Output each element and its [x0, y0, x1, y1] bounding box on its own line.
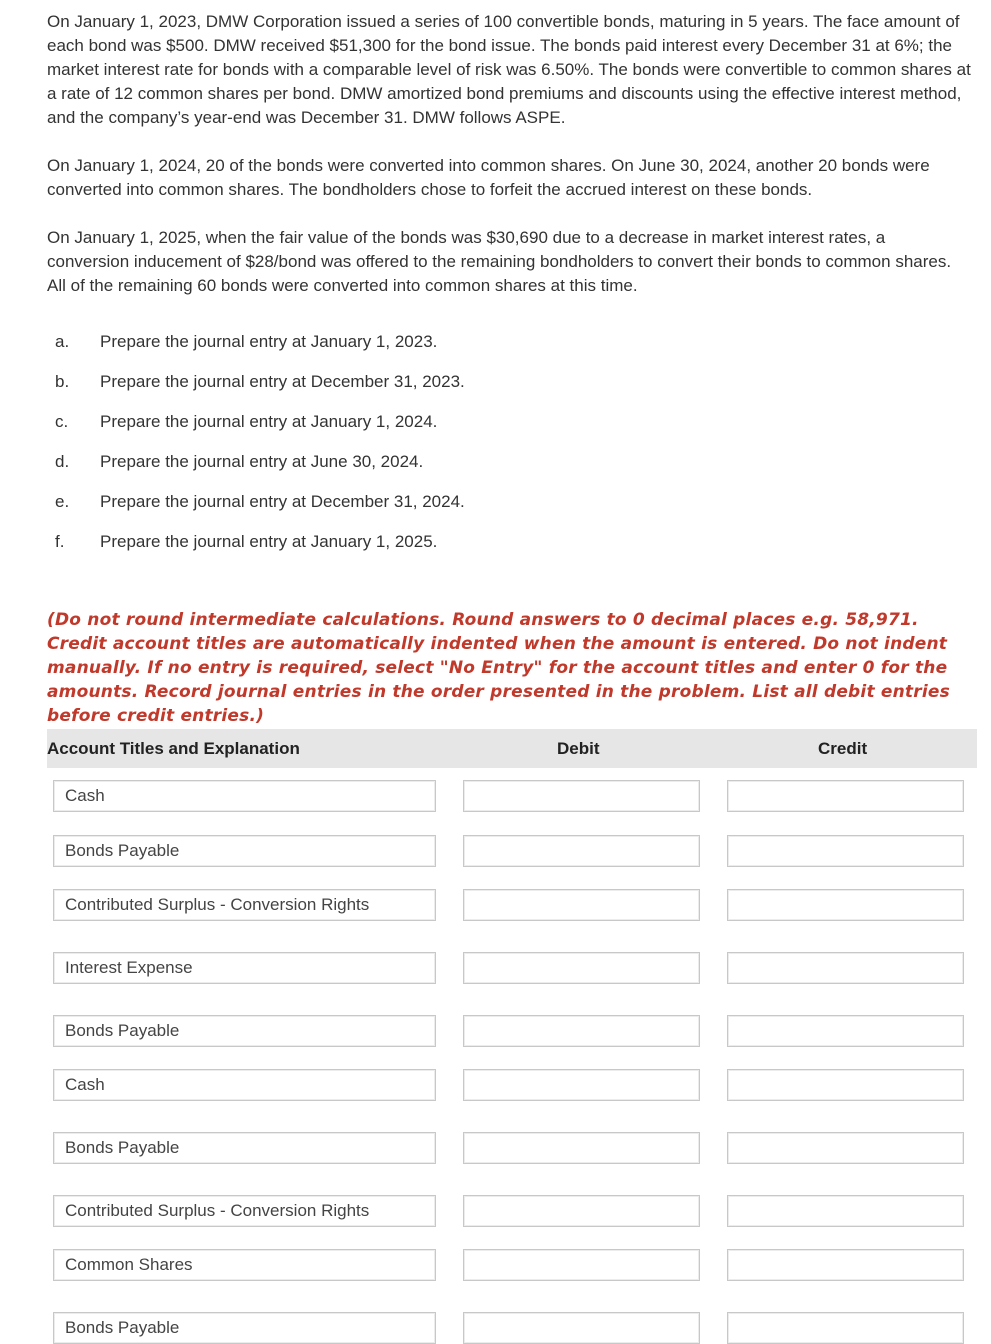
- credit-amount-input[interactable]: [727, 1312, 964, 1344]
- credit-amount-input[interactable]: [727, 1249, 964, 1281]
- part-letter: c.: [55, 412, 69, 431]
- journal-row: [0, 889, 991, 921]
- credit-amount-input[interactable]: [727, 952, 964, 984]
- debit-amount-input[interactable]: [463, 1195, 700, 1227]
- journal-row: [0, 1069, 991, 1101]
- debit-amount-input[interactable]: [463, 780, 700, 812]
- journal-row: [0, 780, 991, 812]
- debit-amount-input[interactable]: [463, 889, 700, 921]
- part-a: [0, 330, 991, 354]
- problem-paragraph-3: On January 1, 2025, when the fair value of the bonds was $30,690 due to a decrease in market interest rates, a conversion inducement of $28/bond was offered to the remaining bondholders to convert their bonds to common shares. All of the remaining 60 bonds were converted into common shares at this time.: [47, 228, 952, 295]
- account-title-field[interactable]: Contributed Surplus - Conversion Rights: [53, 1195, 436, 1227]
- header-debit: Debit: [557, 739, 600, 758]
- debit-amount-input[interactable]: [463, 835, 700, 867]
- account-title-field[interactable]: Interest Expense: [53, 952, 436, 984]
- account-title-field[interactable]: Contributed Surplus - Conversion Rights: [53, 889, 436, 921]
- header-credit: Credit: [818, 739, 868, 758]
- problem-paragraph-1: On January 1, 2023, DMW Corporation issued a series of 100 convertible bonds, maturing in 5 years. The face amount of each bond was $500. DMW received $51,300 for the bond issue. The bonds paid interest every December 31 at 6%; the market interest rate for bonds with a comparable level of risk was 6.50%. The bonds were convertible to common shares at a rate of 12 common shares per bond. DMW amortized bond premiums and discounts using the effective interest method, and the company’s year-end was December 31. DMW follows ASPE.: [47, 12, 971, 127]
- part-text: Prepare the journal entry at June 30, 2024.: [100, 452, 424, 471]
- account-title-field[interactable]: Bonds Payable: [53, 1312, 436, 1344]
- credit-amount-input[interactable]: [727, 835, 964, 867]
- account-title-field[interactable]: Cash: [53, 1069, 436, 1101]
- part-letter: f.: [55, 532, 65, 551]
- journal-row: [0, 1249, 991, 1281]
- part-f: [0, 530, 991, 554]
- account-title-field[interactable]: Bonds Payable: [53, 835, 436, 867]
- instructions-note: (Do not round intermediate calculations. Round answers to 0 decimal places e.g. 58,971. Credit account titles are automatically indented when the amount is entered. Do not indent manually. If no entry is required, select "No Entry" for the account titles and enter 0 for the amounts. Record journal entries in the order presented in the problem. List all debit entries before credit entries.): [47, 610, 950, 726]
- credit-amount-input[interactable]: [727, 1132, 964, 1164]
- part-text: Prepare the journal entry at January 1, 2024.: [100, 412, 438, 431]
- part-text: Prepare the journal entry at January 1, 2023.: [100, 332, 438, 351]
- journal-row: [0, 952, 991, 984]
- journal-row: [0, 1195, 991, 1227]
- part-letter: d.: [55, 452, 70, 471]
- part-letter: a.: [55, 332, 70, 351]
- debit-amount-input[interactable]: [463, 1069, 700, 1101]
- debit-amount-input[interactable]: [463, 1312, 700, 1344]
- part-c: [0, 410, 991, 434]
- account-title-field[interactable]: Cash: [53, 780, 436, 812]
- debit-amount-input[interactable]: [463, 1249, 700, 1281]
- journal-row: [0, 1015, 991, 1047]
- part-text: Prepare the journal entry at December 31, 2024.: [100, 492, 465, 511]
- header-account-titles: Account Titles and Explanation: [47, 739, 300, 758]
- problem-paragraph-2: On January 1, 2024, 20 of the bonds were converted into common shares. On June 30, 2024, another 20 bonds were converted into common shares. The bondholders chose to forfeit the accrued interest on these bonds.: [47, 156, 930, 199]
- part-b: [0, 370, 991, 394]
- account-title-field[interactable]: Bonds Payable: [53, 1132, 436, 1164]
- credit-amount-input[interactable]: [727, 780, 964, 812]
- account-title-field[interactable]: Bonds Payable: [53, 1015, 436, 1047]
- credit-amount-input[interactable]: [727, 1195, 964, 1227]
- part-d: [0, 450, 991, 474]
- credit-amount-input[interactable]: [727, 1069, 964, 1101]
- journal-table-header: [47, 729, 977, 768]
- debit-amount-input[interactable]: [463, 1132, 700, 1164]
- credit-amount-input[interactable]: [727, 1015, 964, 1047]
- account-title-field[interactable]: Common Shares: [53, 1249, 436, 1281]
- part-text: Prepare the journal entry at December 31, 2023.: [100, 372, 465, 391]
- debit-amount-input[interactable]: [463, 952, 700, 984]
- journal-row: [0, 1312, 991, 1344]
- part-letter: b.: [55, 372, 70, 391]
- credit-amount-input[interactable]: [727, 889, 964, 921]
- journal-row: [0, 1132, 991, 1164]
- journal-row: [0, 835, 991, 867]
- part-letter: e.: [55, 492, 70, 511]
- debit-amount-input[interactable]: [463, 1015, 700, 1047]
- part-e: [0, 490, 991, 514]
- part-text: Prepare the journal entry at January 1, 2025.: [100, 532, 438, 551]
